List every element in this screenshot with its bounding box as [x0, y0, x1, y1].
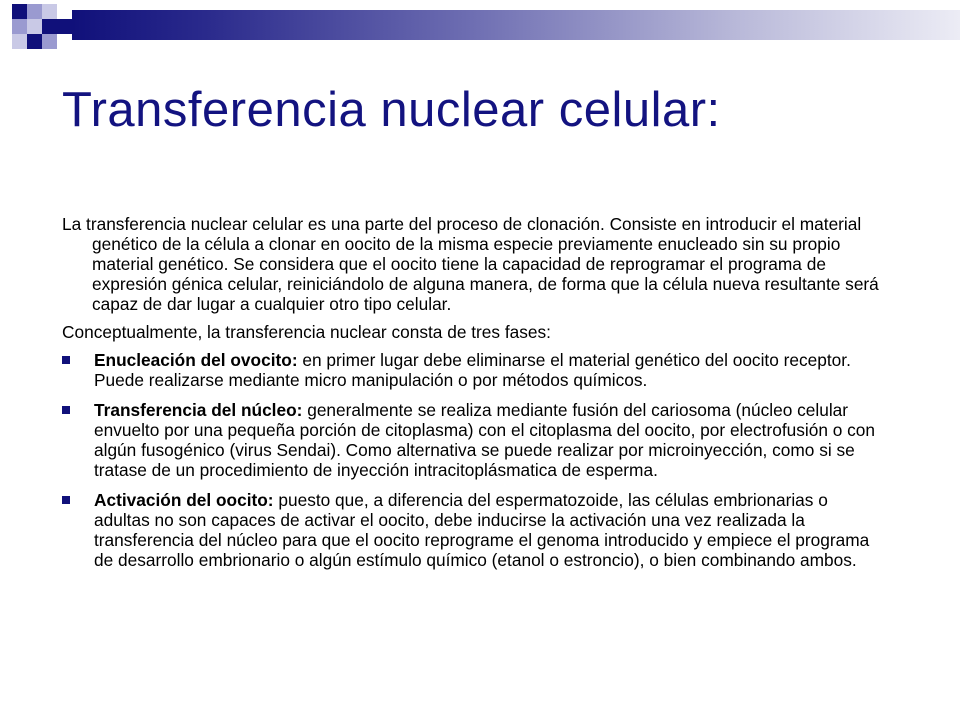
decoration-square-icon [27, 19, 42, 34]
list-item [62, 400, 888, 480]
decoration-square-icon [12, 34, 27, 49]
bullet-term: Activación del oocito: [94, 490, 274, 510]
decoration-square-icon [12, 4, 27, 19]
decoration-square-icon [42, 19, 57, 34]
intro-paragraph: La transferencia nuclear celular es una parte del proceso de clonación. Consiste en introducir el material genético de la célula a clonar en oocito de la misma especie previamente enucleado sin su propio material genético. Se considera que el oocito tiene la capacidad de reprogramar el programa de expresión génica celular, reiniciándolo de alguna manera, de forma que la célula nueva resultante será capaz de dar lugar a cualquier otro tipo celular. [62, 214, 879, 314]
decoration-square-icon [42, 34, 57, 49]
phases-intro: Conceptualmente, la transferencia nuclear consta de tres fases: [62, 322, 551, 342]
bullet-text: en primer lugar debe eliminarse el material genético del oocito receptor. Puede realizarse mediante micro manipulación o por métodos químicos. [94, 350, 851, 390]
decoration-square-icon [12, 19, 27, 34]
decoration-square-icon [42, 4, 57, 19]
bullet-text: generalmente se realiza mediante fusión del cariosoma (núcleo celular envuelto por una pequeña porción de citoplasma) con el citoplasma del oocito, por electrofusión o con algún fusogénico (virus Sendai). Como alternativa se puede realizar por microinyección, como si se tratase de un procedimiento de inyección intracitoplásmatica de esperma. [94, 400, 876, 480]
bullet-text: puesto que, a diferencia del espermatozoide, las células embrionarias o adultas no son capaces de activar el oocito, debe inducirse la activación una vez realizada la transferencia del núcleo para que el oocito reprograme el genoma introducido y empiece el programa de desarrollo embrionario o algún estímulo químico (etanol o estroncio), o bien combinando ambos. [94, 490, 870, 570]
slide-body [62, 214, 888, 580]
square-bullet-icon [62, 496, 70, 504]
header-gradient-bar [72, 10, 960, 40]
square-bullet-icon [62, 406, 70, 414]
square-bullet-icon [62, 356, 70, 364]
list-item [62, 490, 888, 570]
phase-list [62, 350, 888, 570]
decoration-square-icon [27, 4, 42, 19]
slide-title: Transferencia nuclear celular: [62, 83, 721, 137]
list-item [62, 350, 888, 390]
bullet-term: Transferencia del núcleo: [94, 400, 303, 420]
bullet-term: Enucleación del ovocito: [94, 350, 298, 370]
decoration-square-icon [27, 34, 42, 49]
decoration-square-icon [57, 19, 72, 34]
